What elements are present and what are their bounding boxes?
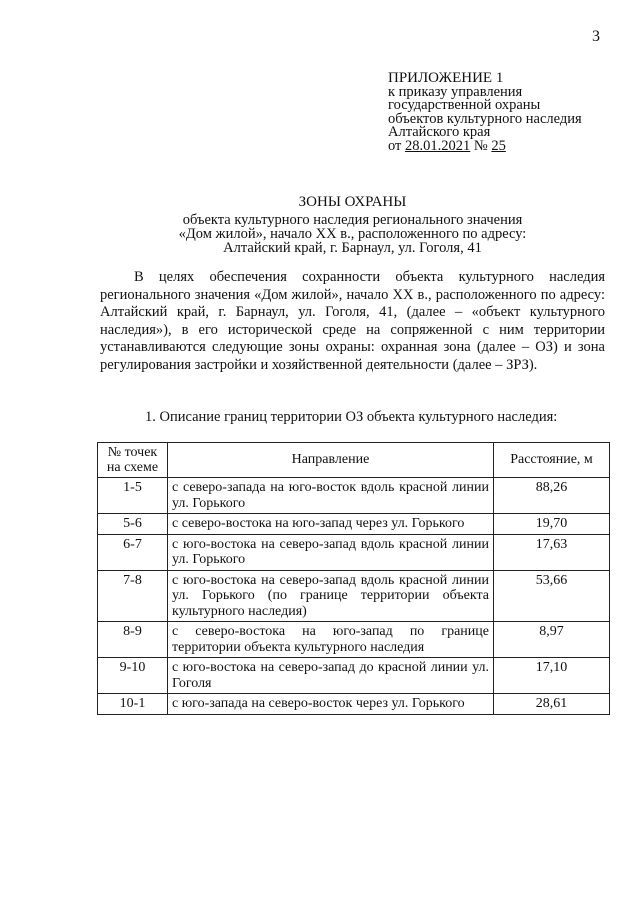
cell-points: 8-9 [98,622,168,658]
table-row [98,694,610,715]
cell-distance: 8,97 [494,622,610,658]
cell-distance: 17,63 [494,534,610,570]
header-direction: Направление [168,443,494,478]
table-row [98,478,610,514]
table-row [98,514,610,535]
header-distance: Расстояние, м [494,443,610,478]
appendix-date-line [388,137,582,154]
table-row [98,534,610,570]
cell-direction: с северо-востока на юго-запад по границе территории объекта культурного наследия [168,622,494,658]
cell-distance: 53,66 [494,570,610,622]
cell-points: 7-8 [98,570,168,622]
cell-direction: с северо-запада на юго-восток вдоль красной линии ул. Горького [168,478,494,514]
cell-points: 1-5 [98,478,168,514]
appendix-line: Алтайского края [388,124,491,141]
appendix-line: объектов культурного наследия [388,110,582,127]
cell-direction: с юго-востока на северо-запад вдоль красной линии ул. Горького (по границе территории объекта культурного наследия) [168,570,494,622]
title-sub-line: объекта культурного наследия регионального значения [182,212,523,228]
boundary-table [97,442,610,715]
table-header-row [98,443,610,478]
title-sub-line: «Дом жилой», начало XX в., расположенного по адресу: [178,226,527,242]
cell-points: 9-10 [98,658,168,694]
cell-points: 10-1 [98,694,168,715]
cell-direction: с юго-востока на северо-запад до красной линии ул. Гоголя [168,658,494,694]
appendix-line: к приказу управления [388,83,523,100]
cell-distance: 28,61 [494,694,610,715]
cell-points: 5-6 [98,514,168,535]
title-main: ЗОНЫ ОХРАНЫ [298,194,407,210]
cell-distance: 19,70 [494,514,610,535]
cell-distance: 17,10 [494,658,610,694]
order-date: 28.01.2021 [405,137,471,154]
cell-direction: с юго-запада на северо-восток через ул. Горького [168,694,494,715]
appendix-line: государственной охраны [388,97,541,114]
document-title [100,195,605,255]
table-body [98,478,610,715]
date-prefix: от [388,137,406,154]
section-heading: 1. Описание границ территории ОЗ объекта культурного наследия: [145,409,558,425]
cell-direction: с северо-востока на юго-запад через ул. Горького [168,514,494,535]
table-row [98,622,610,658]
table-row [98,570,610,622]
appendix-heading: ПРИЛОЖЕНИЕ 1 [388,70,504,86]
number-prefix: № [470,137,492,154]
order-number: 25 [491,137,506,154]
title-sub-line: Алтайский край, г. Барнаул, ул. Гоголя, 41 [223,240,482,256]
appendix-header [388,72,582,154]
header-points: № точек на схеме [98,443,168,478]
cell-direction: с юго-востока на северо-запад вдоль красной линии ул. Горького [168,534,494,570]
cell-points: 6-7 [98,534,168,570]
cell-distance: 88,26 [494,478,610,514]
table-row [98,658,610,694]
intro-paragraph: В целях обеспечения сохранности объекта культурного наследия регионального значения «Дом жилой», начало XX в., расположенного по адресу: Алтайский край, г. Барнаул, ул. Гоголя, 41, (далее – «объект культурного наследия»), в его исторической среде на сопряженной с ним территории устанавливаются следующие зоны охраны: охранная зона (далее – ОЗ) и зона регулирования застройки и хозяйственной деятельности (далее – ЗРЗ). [100,269,605,373]
page-number: 3 [592,28,600,45]
